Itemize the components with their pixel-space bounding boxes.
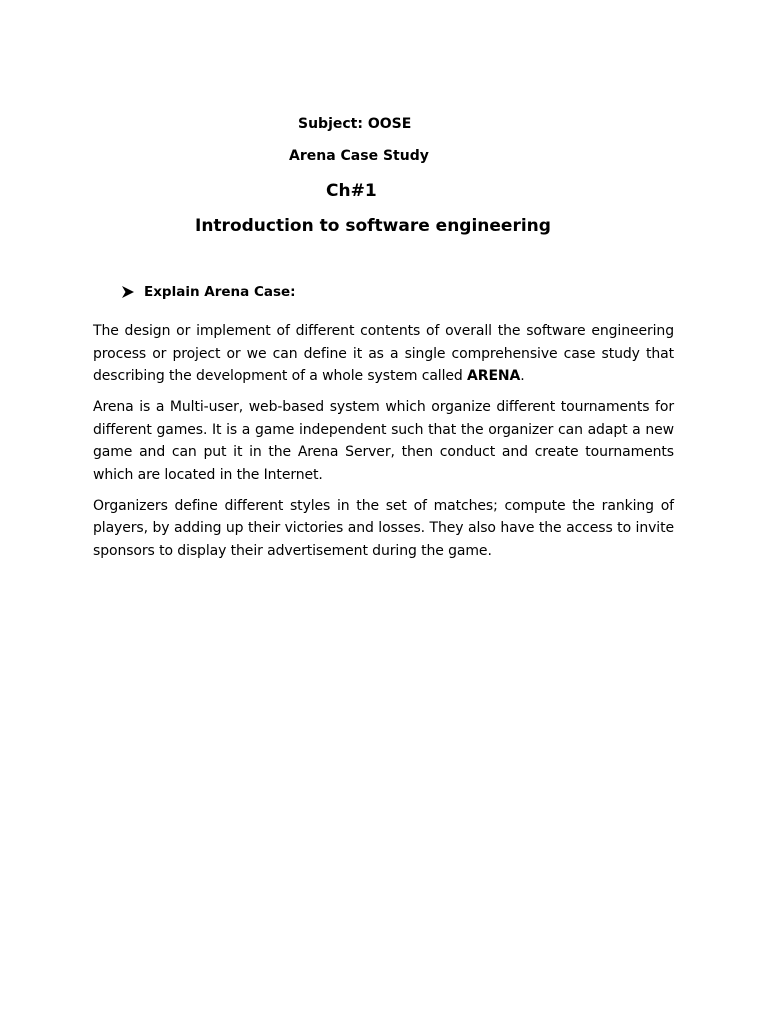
- paragraph-arena-system: Arena is a Multi-user, web-based system which organize different tournaments for different games. It is a game independent such that the organizer can adapt a new game and can put it in the Arena Server, then conduct and create tournaments which are located in the Internet.: [93, 399, 674, 483]
- section-heading: Explain Arena Case:: [144, 284, 296, 300]
- arena-emphasis: ARENA: [467, 368, 521, 384]
- case-study-title: Arena Case Study: [289, 148, 429, 164]
- paragraph-1-end: .: [520, 368, 525, 384]
- chapter-number: Ch#1: [326, 181, 377, 201]
- section-heading-row: [121, 284, 296, 300]
- subject-line: Subject: OOSE: [298, 116, 412, 132]
- body-text: [93, 320, 674, 571]
- arrow-bullet-icon: [121, 285, 135, 299]
- chapter-title: Introduction to software engineering: [195, 216, 551, 236]
- paragraph-1-text: The design or implement of different contents of overall the software engineering process or project or we can define it as a single comprehensive case study that describing the development of a whole system called: [93, 323, 674, 384]
- paragraph-arena-definition: [93, 320, 674, 388]
- paragraph-organizers: Organizers define different styles in the set of matches; compute the ranking of players, by adding up their victories and losses. They also have the access to invite sponsors to display their advertisement during the game.: [93, 497, 674, 559]
